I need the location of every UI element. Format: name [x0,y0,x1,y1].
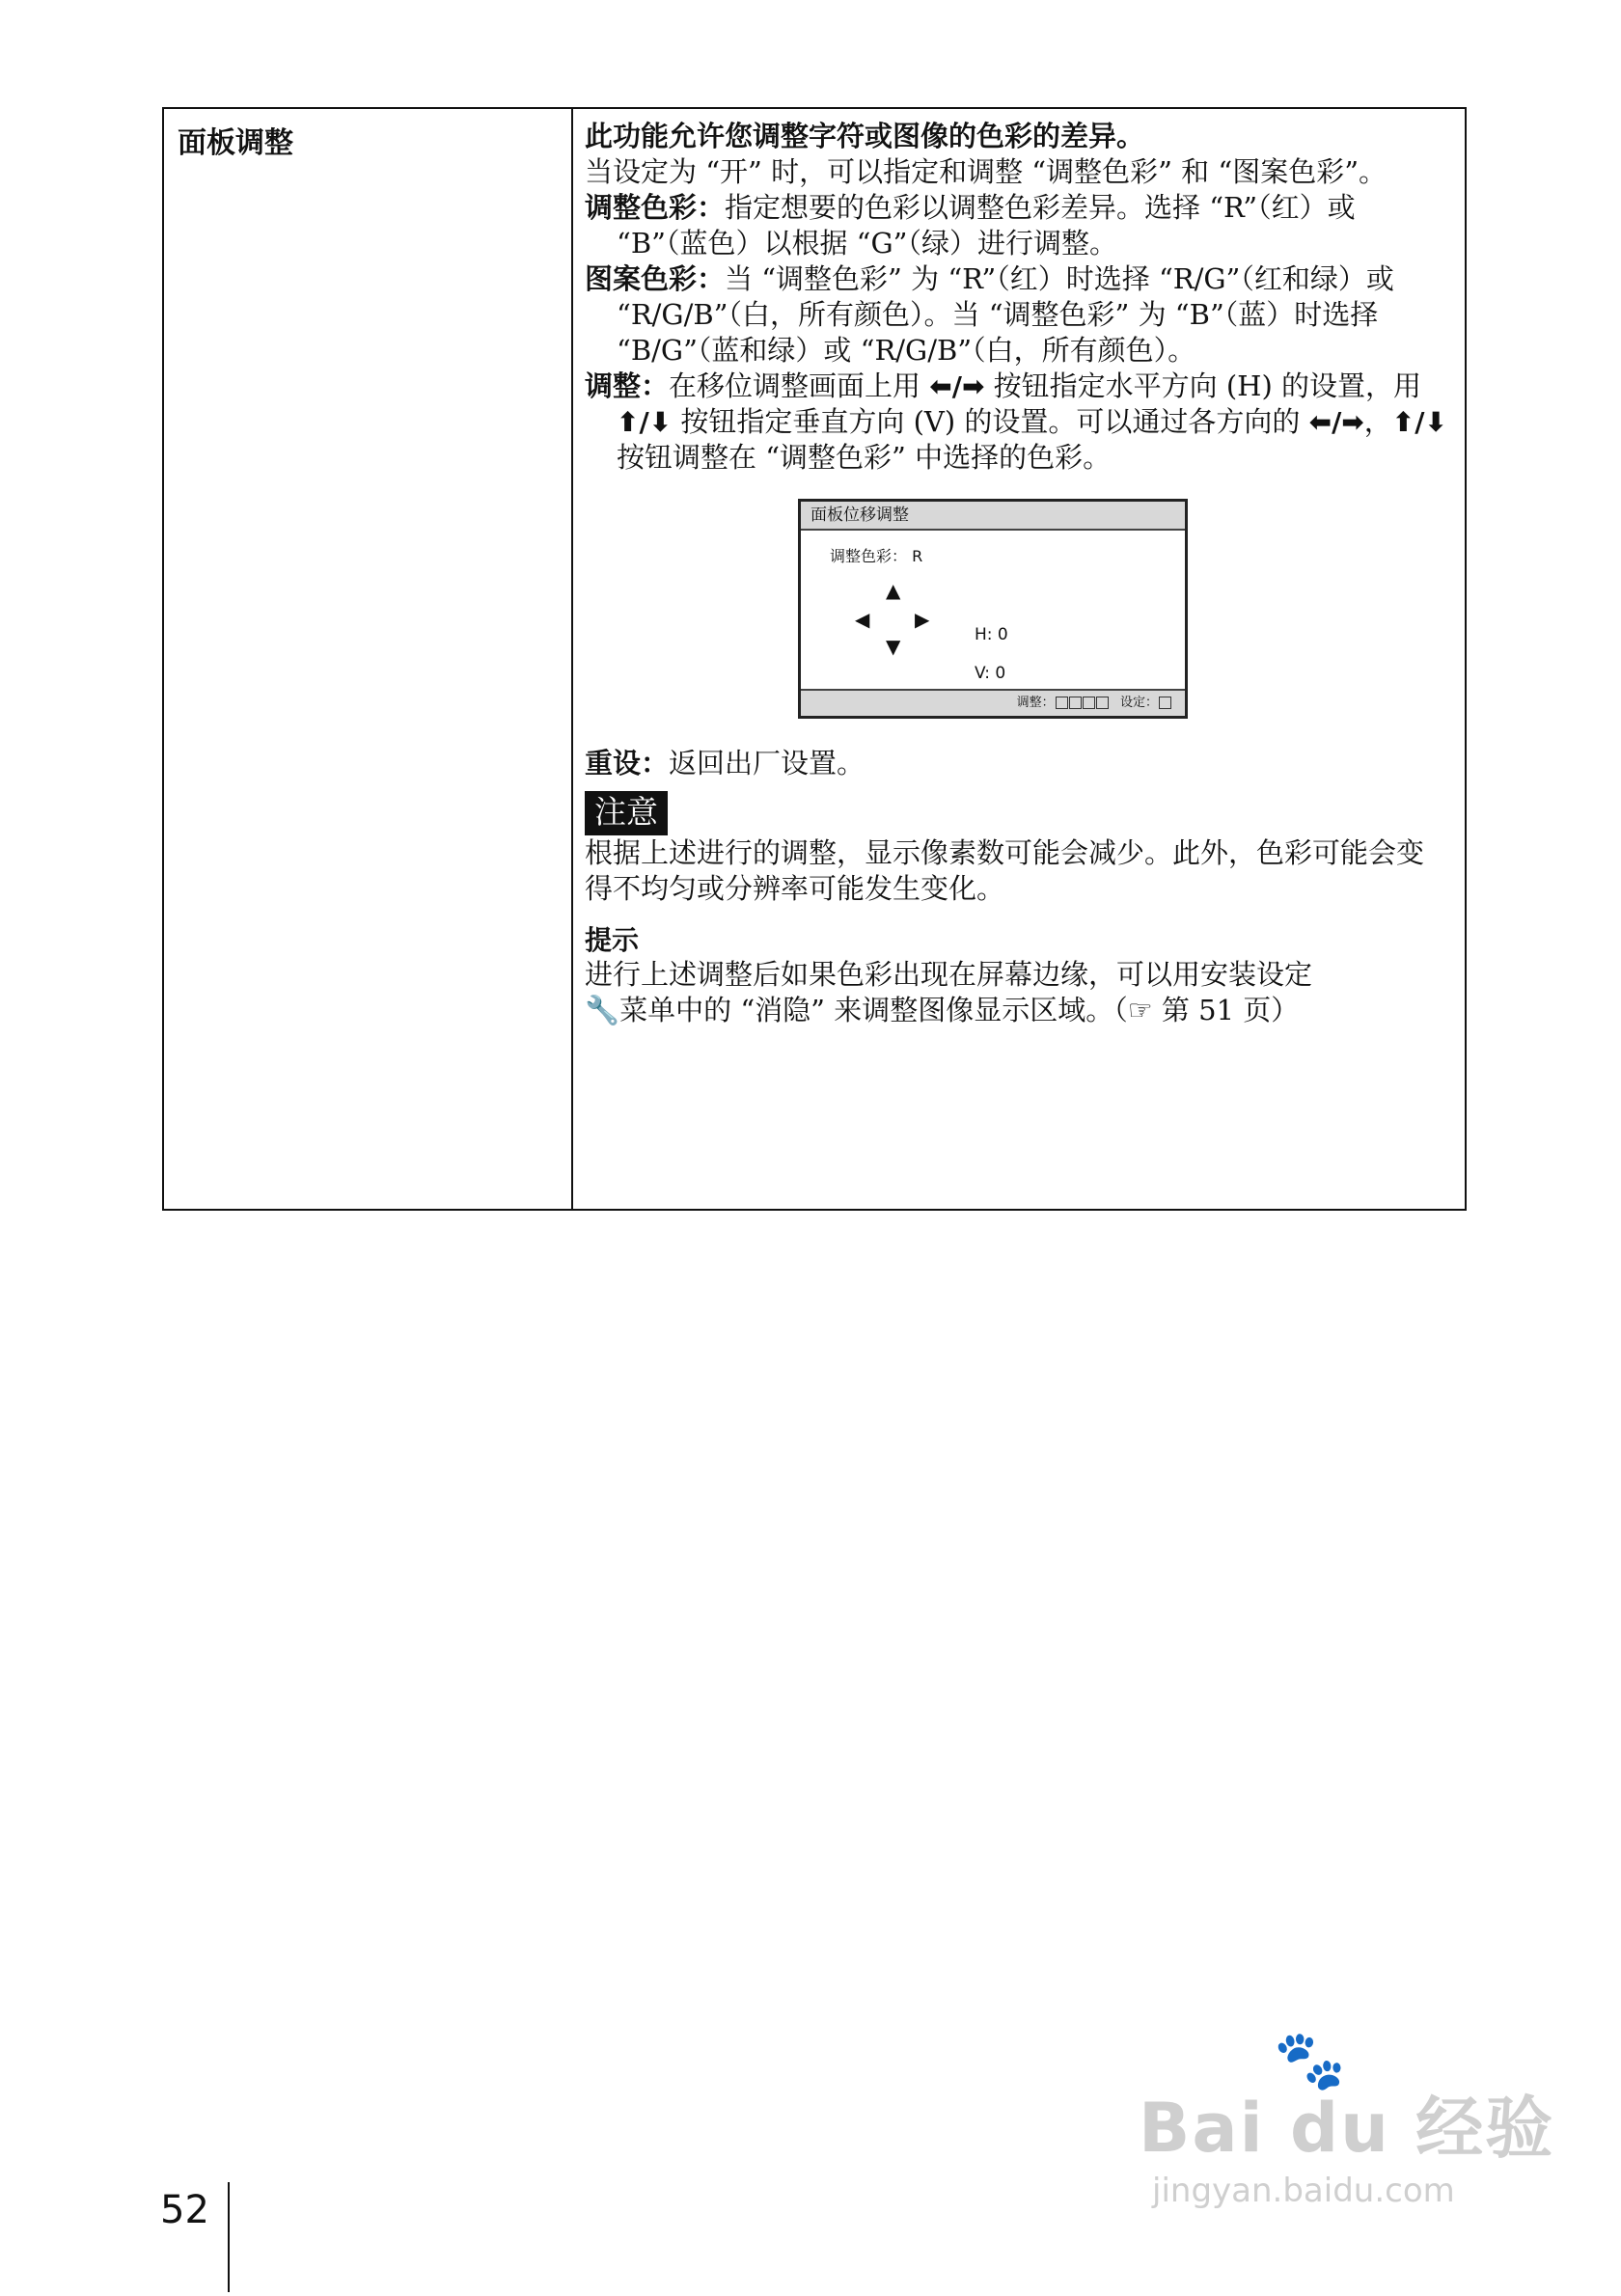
up-down-arrow-icon: ⬆/⬇ [617,406,673,438]
watermark-main-text: Bai du 经验 [1139,2089,1555,2168]
arrow-up-icon: ▲ [886,579,901,602]
item-description-cell [572,108,1466,1210]
key-left-icon [1056,697,1068,709]
item-label-cell [163,108,572,1210]
osd-footer-set: 设定： [1119,696,1158,710]
reset-label: 重设： [585,747,670,779]
wrench-icon: 🔧 [585,994,620,1026]
note-badge: 注意 [585,791,668,835]
tip-paragraph [585,957,1449,1028]
paw-logo-icon: 🐾 [1274,2027,1346,2094]
adjust-label: 调整： [585,369,670,402]
pattern-color-label: 图案色彩： [585,262,726,295]
adjust-color-label: 调整色彩： [585,191,726,224]
item-label: 面板调整 [178,126,293,160]
pattern-color-paragraph [585,261,1449,369]
reset-text: 返回出厂设置。 [669,747,865,779]
osd-v-value: V: 0 [975,664,1006,683]
key-down-icon [1096,697,1109,709]
reset-paragraph [585,746,1449,781]
adjust-paragraph: 调整：在移位调整画面上用 ⬅/➡ 按钮指定水平方向 (H) 的设置，用 ⬆/⬇ 按钮指定垂直方向 (V) 的设置。可以通过各方向的 ⬅/➡，⬆/⬇ 按钮调整在 “调整色彩” 中选择的色彩。 [585,369,1447,474]
intro-bold: 此功能允许您调整字符或图像的色彩的差异。 [585,120,1145,152]
arrow-left-icon: ◀ [855,608,870,631]
key-up-icon [1069,697,1082,709]
tip-text-2: 菜单中的 “消隐” 来调整图像显示区域。（ [619,994,1128,1026]
osd-h-value: H: 0 [975,625,1008,644]
adjust-text-4: 按钮调整在 “调整色彩” 中选择的色彩。 [617,441,1112,474]
adjust-color-paragraph [585,190,1449,261]
tip-text-3: 第 51 页） [1161,994,1300,1026]
baidu-jingyan-watermark [1139,2027,1555,2210]
osd-adjust-color-row: 调整色彩： R [830,547,923,565]
adjust-text-1: 在移位调整画面上用 [669,369,921,402]
left-right-arrow-icon: ⬅/➡ [929,370,985,402]
left-right-arrow-icon: ⬅/➡ [1308,406,1364,438]
tip-heading: 提示 [585,924,640,956]
adjust-text-3: 按钮指定垂直方向 (V) 的设置。可以通过各方向的 [680,405,1301,438]
osd-footer [801,689,1185,716]
page-number: 52 [160,2188,209,2232]
osd-title: 面板位移调整 [801,502,1185,531]
pointing-hand-icon: ☞ [1127,994,1153,1026]
adjust-text-2: 按钮指定水平方向 (H) 的设置，用 [993,369,1421,402]
arrow-right-icon: ▶ [915,608,930,631]
tip-text-1: 进行上述调整后如果色彩出现在屏幕边缘，可以用安装设定 [585,958,1313,991]
settings-table [162,107,1467,1211]
adjust-color-text: 指定想要的色彩以调整色彩差异。选择 “R”（红）或 “B”（蓝色）以根据 “G”（绿）进行调整。 [617,191,1356,260]
key-right-icon [1083,697,1095,709]
watermark-sub-text: jingyan.baidu.com [1152,2172,1455,2210]
pattern-color-text: 当 “调整色彩” 为 “R”（红）时选择 “R/G”（红和绿）或 “R/G/B”（白，所有颜色）。当 “调整色彩” 为 “B”（蓝）时选择 “B/G”（蓝和绿）或 “R/G/B”（白，所有颜色）。 [617,262,1394,367]
osd-footer-adjust: 调整： [1016,696,1055,710]
page-number-divider [228,2182,230,2292]
arrow-down-icon: ▼ [886,635,901,658]
up-down-arrow-icon: ⬆/⬇ [1391,406,1447,438]
key-enter-icon [1159,697,1171,709]
note-text: 根据上述进行的调整，显示像素数可能会减少。此外，色彩可能会变得不均匀或分辨率可能发生变化。 [585,836,1425,905]
panel-shift-osd-screen [798,499,1188,719]
intro-text: 当设定为 “开” 时，可以指定和调整 “调整色彩” 和 “图案色彩”。 [585,155,1387,188]
